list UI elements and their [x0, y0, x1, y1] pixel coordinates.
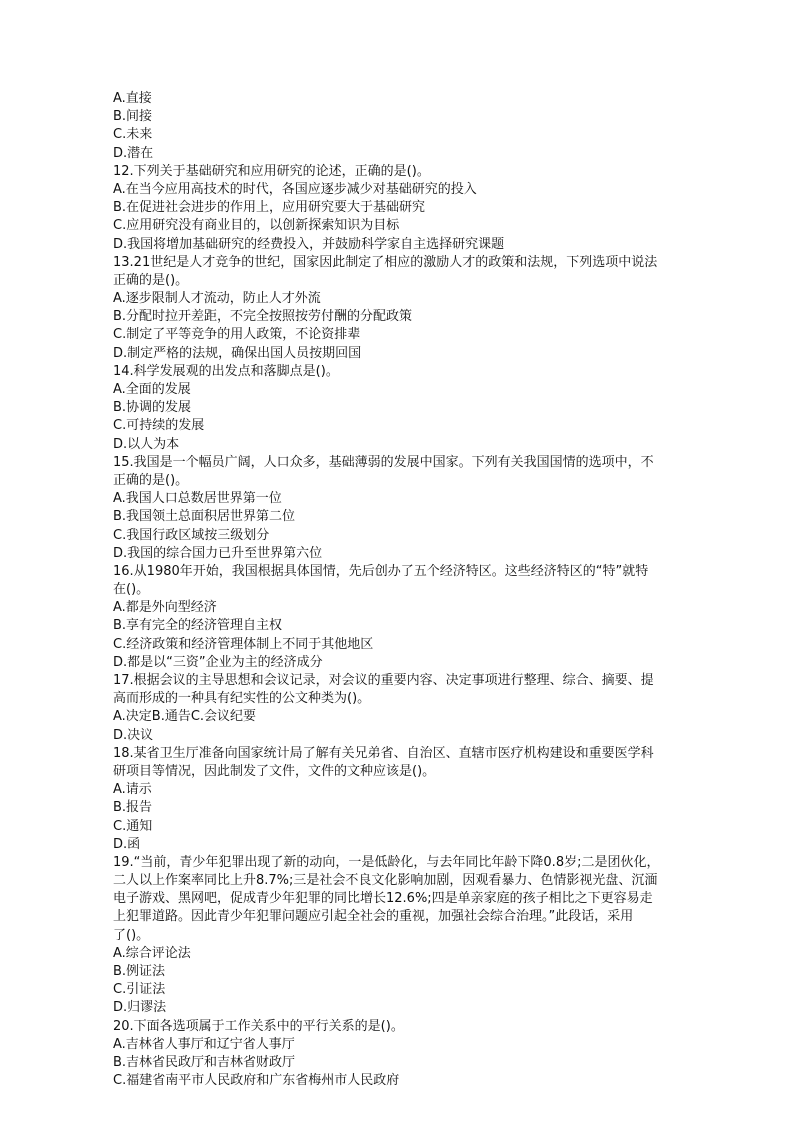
text-line: D.潜在 — [113, 145, 154, 161]
text-line: C.制定了平等竞争的用人政策，不论资排辈 — [113, 327, 361, 343]
text-line: B.报告 — [113, 800, 153, 816]
text-line: D.归谬法 — [113, 1000, 167, 1016]
text-line: 电子游戏、黑网吧，促成青少年犯罪的同比增长12.6%;四是单亲家庭的孩子相比之下更容易走 — [113, 891, 653, 907]
text-line: B.我国领土总面积居世界第二位 — [113, 509, 296, 525]
text-line: A.吉林省人事厅和辽宁省人事厅 — [113, 1036, 295, 1052]
text-line: D.我国将增加基础研究的经费投入，并鼓励科学家自主选择研究课题 — [113, 236, 505, 252]
text-line: B.例证法 — [113, 964, 166, 979]
text-line: 二人以上作案率同比上升8.7%;三是社会不良文化影响加剧，因观看暴力、色情影视光盘、沉湎 — [113, 873, 658, 889]
text-line: B.在促进社会进步的作用上，应用研究要大于基础研究 — [113, 200, 426, 216]
text-line: D.我国的综合国力已升至世界第六位 — [113, 545, 323, 561]
text-line: A.请示 — [113, 782, 152, 798]
text-line: A.全面的发展 — [113, 382, 191, 397]
text-line: C.引证法 — [113, 982, 166, 998]
text-line: B.享有完全的经济管理自主权 — [113, 618, 283, 634]
text-line: A.决定B.通告C.会议纪要 — [113, 709, 257, 725]
text-line: D.以人为本 — [113, 436, 180, 452]
text-line: D.制定严格的法规，确保出国人员按期回国 — [113, 345, 362, 361]
text-line: C.经济政策和经济管理体制上不同于其他地区 — [113, 636, 374, 652]
text-line: 16.从1980年开始，我国根据具体国情，先后创办了五个经济特区。这些经济特区的“特”就特 — [113, 563, 649, 579]
text-line: 20.下面各选项属于工作关系中的平行关系的是()。 — [113, 1018, 404, 1034]
text-line: 18.某省卫生厅准备向国家统计局了解有关兄弟省、自治区、直辖市医疗机构建设和重要医学科 — [113, 745, 654, 761]
text-line: C.应用研究没有商业目的，以创新探索知识为目标 — [113, 218, 400, 234]
text-line: 正确的是()。 — [113, 272, 189, 288]
text-line: D.决议 — [113, 727, 154, 743]
text-line: A.我国人口总数居世界第一位 — [113, 491, 282, 507]
text-line: 15.我国是一个幅员广阔，人口众多，基础薄弱的发展中国家。下列有关我国国情的选项中，不 — [113, 454, 654, 470]
text-line: C.我国行政区域按三级划分 — [113, 527, 270, 543]
text-line: 在()。 — [113, 582, 150, 598]
text-line: D.函 — [113, 836, 141, 852]
text-line: D.都是以“三资”企业为主的经济成分 — [113, 654, 323, 670]
text-line: B.吉林省民政厅和吉林省财政厅 — [113, 1054, 296, 1070]
text-line: B.协调的发展 — [113, 400, 192, 416]
text-line: A.综合评论法 — [113, 945, 191, 961]
text-line: 17.根据会议的主导思想和会议记录，对会议的重要内容、决定事项进行整理、综合、摘要、提 — [113, 673, 654, 688]
text-line: B.间接 — [113, 109, 153, 125]
text-line: C.福建省南平市人民政府和广东省梅州市人民政府 — [113, 1073, 400, 1089]
text-line: A.逐步限制人才流动，防止人才外流 — [113, 291, 321, 307]
text-line: 正确的是()。 — [113, 472, 189, 488]
text-line: 12.下列关于基础研究和应用研究的论述，正确的是()。 — [113, 163, 430, 179]
text-line: 研项目等情况，因此制发了文件，文件的文种应该是()。 — [113, 763, 436, 779]
text-line: 14.科学发展观的出发点和落脚点是()。 — [113, 363, 339, 379]
text-line: A.都是外向型经济 — [113, 600, 217, 616]
text-line: A.直接 — [113, 91, 152, 106]
text-line: 了()。 — [113, 927, 150, 943]
text-line: A.在当今应用高技术的时代，各国应逐步减少对基础研究的投入 — [113, 181, 477, 197]
text-line: 高而形成的一种具有纪实性的公文种类为()。 — [113, 691, 371, 707]
text-line: C.可持续的发展 — [113, 418, 205, 434]
text-line: C.通知 — [113, 818, 153, 834]
text-line: 上犯罪道路。因此青少年犯罪问题应引起全社会的重视，加强社会综合治理。”此段话，采用 — [113, 909, 634, 925]
text-line: C.未来 — [113, 127, 153, 143]
text-line: B.分配时拉开差距，不完全按照按劳付酬的分配政策 — [113, 309, 413, 325]
text-line: 13.21世纪是人才竞争的世纪，国家因此制定了相应的激励人才的政策和法规，下列选项中说法 — [113, 254, 658, 270]
text-line: 19.“当前，青少年犯罪出现了新的动向，一是低龄化，与去年同比年龄下降0.8岁;二是团伙化， — [113, 854, 660, 870]
document-body — [113, 90, 713, 1090]
